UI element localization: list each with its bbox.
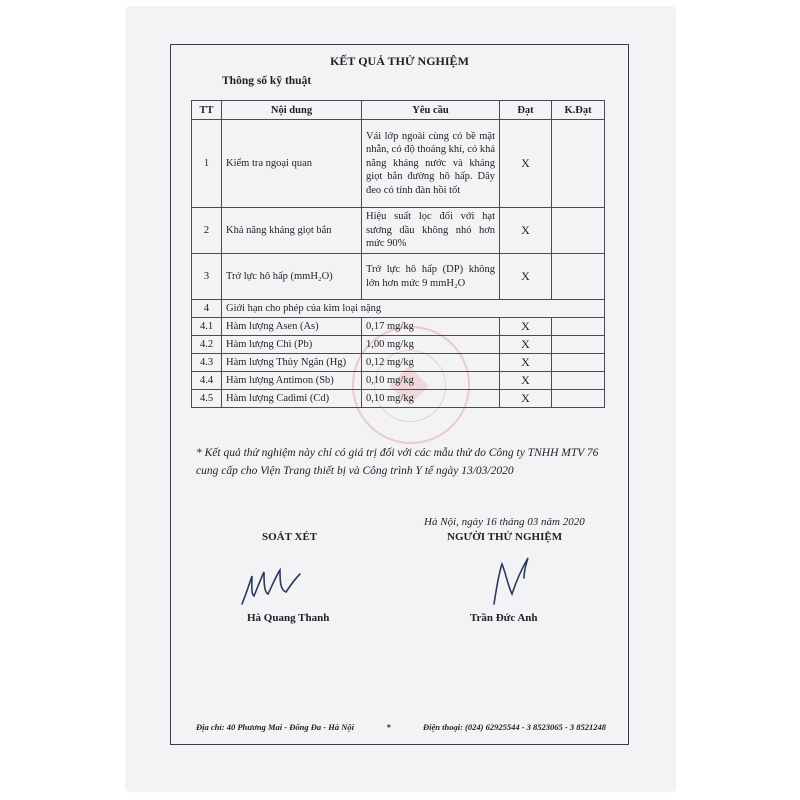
- row-fail-mark: [552, 336, 605, 354]
- row-content: Hàm lượng Cadimi (Cd): [222, 390, 362, 408]
- row-pass-mark: X: [500, 354, 552, 372]
- header-content: Nội dung: [222, 101, 362, 120]
- row-pass-mark: X: [500, 120, 552, 208]
- row-number: 4: [192, 300, 222, 318]
- row-pass-mark: X: [500, 372, 552, 390]
- table-row: [192, 354, 605, 372]
- row-requirement: 0,17 mg/kg: [362, 318, 500, 336]
- document-title: KẾT QUẢ THỬ NGHIỆM: [330, 54, 469, 68]
- reviewer-title: SOÁT XÉT: [262, 531, 318, 543]
- row-pass-mark: X: [500, 254, 552, 300]
- row-fail-mark: [552, 208, 605, 254]
- row-requirement: Hiệu suất lọc đối với hạt sương dầu không nhỏ hơn mức 90%: [362, 208, 500, 254]
- footer-separator: *: [386, 722, 391, 732]
- reviewer-signature: [236, 560, 306, 610]
- row-requirement: 1,00 mg/kg: [362, 336, 500, 354]
- header-fail: K.Đạt: [552, 101, 605, 120]
- row-fail-mark: [552, 390, 605, 408]
- row-fail-mark: [552, 120, 605, 208]
- row-section-title: Giới hạn cho phép của kim loại nặng: [222, 300, 605, 318]
- table-header-row: [192, 101, 605, 120]
- header-tt: TT: [192, 101, 222, 120]
- row-content: Khả năng kháng giọt bắn: [222, 208, 362, 254]
- test-note: * Kết quả thử nghiệm này chỉ có giá trị đối với các mẫu thử do Công ty TNHH MTV 76 cung cấp cho Viện Trang thiết bị và Công trình Y tế ngày 13/03/2020: [196, 447, 599, 477]
- tester-title: NGƯỜI THỬ NGHIỆM: [447, 531, 563, 543]
- row-content: Trở lực hô hấp (mmH₂O): [222, 254, 362, 300]
- row-number: 3: [192, 254, 222, 300]
- row-fail-mark: [552, 372, 605, 390]
- row-content: Kiểm tra ngoại quan: [222, 120, 362, 208]
- row-pass-mark: X: [500, 390, 552, 408]
- row-requirement: 0,10 mg/kg: [362, 390, 500, 408]
- footer: [196, 722, 606, 732]
- row-content: Hàm lượng Thủy Ngân (Hg): [222, 354, 362, 372]
- header-pass: Đạt: [500, 101, 552, 120]
- row-number: 4.3: [192, 354, 222, 372]
- row-requirement: 0,10 mg/kg: [362, 372, 500, 390]
- results-table: [191, 100, 605, 408]
- table-row: [192, 318, 605, 336]
- footer-address: Địa chỉ: 40 Phương Mai - Đống Đa - Hà Nội: [196, 722, 354, 732]
- row-number: 4.4: [192, 372, 222, 390]
- row-number: 4.1: [192, 318, 222, 336]
- table-row-section: [192, 300, 605, 318]
- row-fail-mark: [552, 254, 605, 300]
- row-pass-mark: X: [500, 318, 552, 336]
- table-row: [192, 120, 605, 208]
- header-requirement: Yêu cầu: [362, 101, 500, 120]
- row-content: Hàm lượng Antimon (Sb): [222, 372, 362, 390]
- row-requirement: Vải lớp ngoài cùng có bề mặt nhẵn, có độ thoáng khí, có khả năng kháng nước và kháng giọt bắn đường hô hấp. Dây đeo có tính đàn hồi tốt: [362, 120, 500, 208]
- row-requirement: 0,12 mg/kg: [362, 354, 500, 372]
- footer-phone: Điện thoại: (024) 62925544 - 3 8523065 - 3 8521248: [423, 722, 606, 732]
- row-requirement: Trở lực hô hấp (DP) không lớn hơn mức 9 mmH₂O: [362, 254, 500, 300]
- table-row: [192, 336, 605, 354]
- row-fail-mark: [552, 318, 605, 336]
- table-row: [192, 208, 605, 254]
- row-number: 2: [192, 208, 222, 254]
- row-pass-mark: X: [500, 336, 552, 354]
- tester-name: Trần Đức Anh: [470, 612, 538, 624]
- date-line: Hà Nội, ngày 16 tháng 03 năm 2020: [424, 516, 585, 528]
- table-row: [192, 372, 605, 390]
- row-number: 4.2: [192, 336, 222, 354]
- row-content: Hàm lượng Chì (Pb): [222, 336, 362, 354]
- tester-signature: [488, 552, 538, 610]
- row-number: 4.5: [192, 390, 222, 408]
- reviewer-name: Hà Quang Thanh: [247, 612, 330, 624]
- row-fail-mark: [552, 354, 605, 372]
- document-subtitle: Thông số kỹ thuật: [222, 75, 312, 87]
- table-row: [192, 254, 605, 300]
- row-pass-mark: X: [500, 208, 552, 254]
- table-row: [192, 390, 605, 408]
- row-number: 1: [192, 120, 222, 208]
- row-content: Hàm lượng Asen (As): [222, 318, 362, 336]
